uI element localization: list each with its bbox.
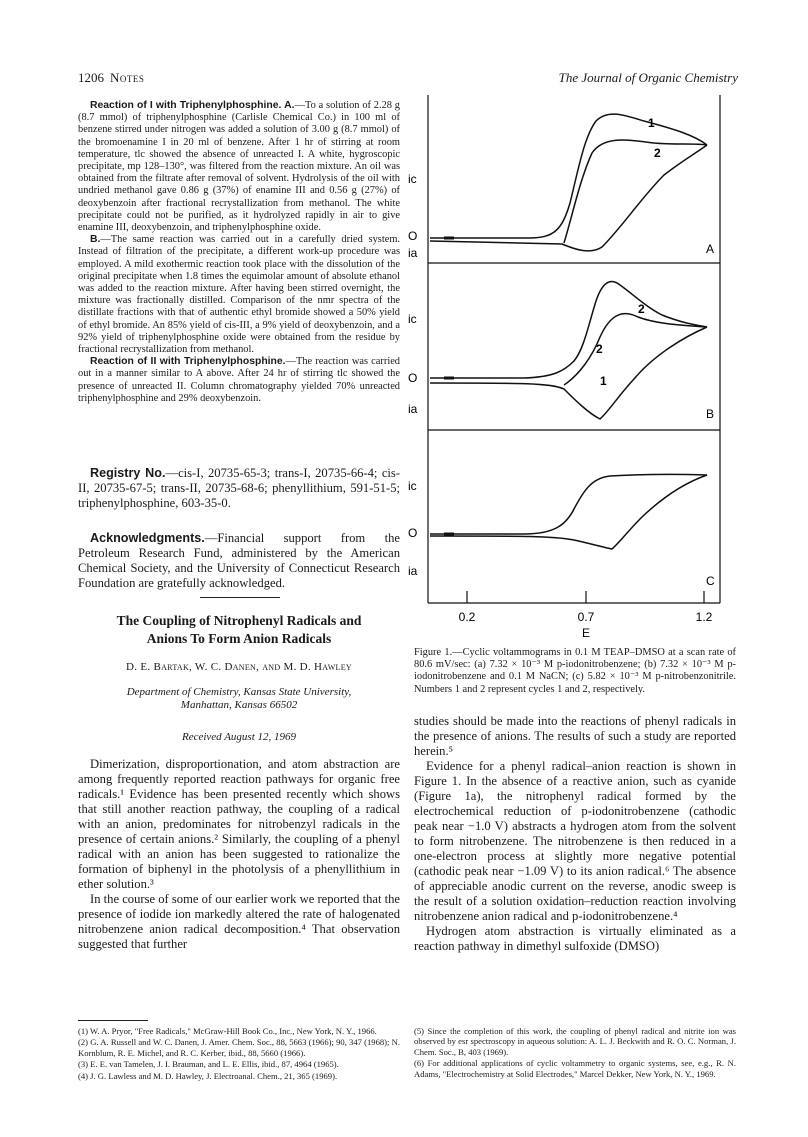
x-tick-label: 0.2: [458, 610, 476, 624]
experimental-paragraph-a: [78, 100, 400, 234]
y-label-anodic-c: ia: [408, 564, 418, 578]
panel-b-letter: B: [706, 407, 715, 421]
panel-b-cycle-2-curve: [564, 314, 707, 385]
footnote-rule-left: [78, 1020, 148, 1021]
registry-label: Registry No.: [90, 466, 166, 480]
footnote: (5) Since the completion of this work, the coupling of phenyl radical and nitrite ion was observed by esr spectroscopy in aqueous solution: A. L. J. Beckwith and R. O. C. Norman, J. Chem. Soc., B, 403 (1969).: [414, 1026, 736, 1057]
body-paragraph: In the course of some of our earlier work we reported that the presence of iodide ion markedly altered the rate of halogenated nitrobenzene anion radical decomposition.⁴ That observation suggested that further: [78, 892, 400, 951]
panel-a-curves: [430, 114, 707, 251]
label-b: B.: [90, 234, 101, 246]
article-title-line-1: The Coupling of Nitrophenyl Radicals and: [116, 613, 362, 628]
panel-a-letter: A: [706, 242, 715, 256]
article-body-left: [78, 757, 400, 952]
article-title: [78, 612, 400, 648]
label-a: A.: [284, 100, 295, 111]
subheading-reaction-ii: Reaction of II with Triphenylphosphine.: [90, 356, 286, 368]
body-paragraph: Dimerization, disproportionation, and atom abstraction are among frequently reported reaction pathways for organic free radicals.¹ Evidence has been presented recently which shows that still another reaction pathway, the coupling of a radical with an anion, predominates for nitrobenzyl radicals in the presence of certain anions.² Similarly, the coupling of a phenyl radical with an anion has been suggested to rationalize the formation of biphenyl in the photolysis of a phenyllithium in ether solution.³: [78, 757, 400, 891]
panel-b-label-2b: 2: [596, 342, 603, 356]
subheading-reaction-i: Reaction of I with Triphenylphosphine.: [90, 100, 282, 111]
panel-b-cycle-1-curve: [430, 282, 707, 378]
section-name: Notes: [110, 70, 145, 85]
section-divider: [200, 597, 280, 598]
y-label-cathodic-a: ic: [408, 172, 417, 186]
panel-c-return-curve: [430, 475, 707, 549]
figure-caption: Figure 1.—Cyclic voltammograms in 0.1 M TEAP–DMSO at a scan rate of 80.6 mV/sec: (a) 7.32 × 10⁻³ M p-iodonitrobenzene; (b) 7.32 × 10⁻³ M p-iodonitrobenzene and 0.1 M NaCN; (c) 5.82 × 10⁻³ M p-nitrobenzonitrile. Numbers 1 and 2 represent cycles 1 and 2, respectively.: [414, 647, 736, 695]
page-number: 1206: [78, 70, 104, 85]
panel-a-cycle-2-curve: [564, 140, 707, 243]
body-paragraph: studies should be made into the reactions of phenyl radicals in the presence of anions. The results of such a study are reported herein.⁵: [414, 714, 736, 758]
panel-a-label-2: 2: [654, 146, 661, 160]
paragraph-a-text: —To a solution of 2.28 g (8.7 mmol) of triphenylphosphine (Carlisle Chemical Co.) in 100 ml of benzene stirred under nitrogen was added a solution of 3.00 g (8.7 mmol) of the bromoenamine I in 20 ml of benzene. After 1 hr of stirring at room temperature, tlc showed the absence of unreacted I. A white, hygroscopic precipitate, mp 128–130°, was filtered from the reaction mixture. An oil was obtained from the filtrate after removal of solvent. Hydrolysis of the oil with undried methanol gave 0.86 g (37%) of enamine III and 0.56 g (27%) of deoxybenzoin after fractional recrystallization from methanol. The white precipitate could not be purified, as it hydrolyzed rapidly in air to give enamine III, deoxybenzoin, and triphenylphosphine oxide.: [78, 100, 400, 234]
paragraph-b-text: —The same reaction was carried out in a carefully dried system. Instead of filtration of the precipitate, a different work-up procedure was employed. A mild exothermic reaction took place with the dissolution of the original precipitate when 1.8 times the equimolar amount of absolute ethanol was added to the reaction mixture. After having been stirred overnight, the mixture was fractionally distilled. Comparison of the nmr spectra of the distillate fractions with that of authentic ethyl bromide showed a 50% yield of ethyl bromide. An 85% yield of cis-III, a 9% yield of deoxybenzoin, and a 92% yield of triphenylphosphine oxide were obtained from the residue by fractional recrystallization from methanol.: [78, 234, 400, 356]
registry-text: —cis-I, 20735-65-3; trans-I, 20735-66-4; cis-II, 20735-67-5; trans-II, 20735-68-6; phenyllithium, 591-51-5; triphenylphosphine, 603-35-0.: [78, 466, 401, 510]
affiliation: [78, 686, 400, 712]
registry-section: [78, 466, 400, 511]
footnote: (3) E. E. van Tamelen, J. I. Brauman, and L. E. Ellis, ibid., 87, 4964 (1965).: [78, 1059, 339, 1070]
y-label-anodic-b: ia: [408, 402, 418, 416]
y-label-cathodic-b: ic: [408, 312, 417, 326]
experimental-section: [78, 100, 400, 405]
x-tick-label: 0.7: [577, 610, 595, 624]
affiliation-line-2: Manhattan, Kansas 66502: [180, 699, 298, 711]
experimental-paragraph-ii: [78, 356, 400, 405]
footnote: (4) J. G. Lawless and M. D. Hawley, J. Electroanal. Chem., 21, 365 (1969).: [78, 1070, 338, 1081]
y-label-cathodic-c: ic: [408, 479, 417, 493]
footnote: (6) For additional applications of cyclic voltammetry to organic systems, see, e.g., R. N. Adams, "Electrochemistry at Solid Electrodes," Marcel Dekker, New York, N. Y., 1969.: [414, 1058, 736, 1079]
article-body-right: [414, 714, 736, 954]
panel-a-return-curve: [430, 145, 707, 251]
y-label-anodic-a: ia: [408, 246, 418, 260]
zero-label-a: O: [408, 229, 418, 243]
journal-name: The Journal of Organic Chemistry: [558, 70, 738, 85]
acknowledgments-section: [78, 531, 400, 591]
authors: D. E. Bartak, W. C. Danen, and M. D. Hawley: [126, 661, 352, 673]
affiliation-line-1: Department of Chemistry, Kansas State University,: [126, 686, 352, 698]
panel-c-forward-curve: [430, 474, 707, 534]
zero-label-b: O: [408, 371, 418, 385]
page-header-left: [78, 70, 144, 86]
cyclic-voltammogram-figure: [408, 95, 736, 640]
footnote: (2) G. A. Russell and W. C. Danen, J. Amer. Chem. Soc., 88, 5663 (1966); 90, 347 (1968); N. Kornblum, R. E. Michel, and R. C. Kerber, ibid., 88, 5660 (1966).: [78, 1037, 400, 1058]
panel-b-curves: [430, 282, 707, 419]
panel-a-cycle-1-curve: [430, 114, 707, 238]
body-paragraph: Evidence for a phenyl radical–anion reaction is shown in Figure 1. In the absence of a reactive anion, such as cyanide (Figure 1a), the nitrophenyl radical formed by the electrochemical reduction of p-iodonitrobenzene (cathodic peak near −1.0 V) abstracts a hydrogen atom from the solvent to form nitrobenzene. The nitrobenzene is then reduced in a one-electron process at slightly more negative potential (cathodic peak near −1.09 V) to its anion radical.⁶ The absence of appreciable anodic current on the reverse, anodic sweep is the result of a solution oxidation–reduction reaction involving nitrobenzene anion radical and p-iodonitrobenzene.⁴: [414, 759, 736, 923]
article-title-line-2: Anions To Form Anion Radicals: [146, 631, 332, 646]
x-tick-label: 1.2: [695, 610, 713, 624]
received-date: Received August 12, 1969: [181, 731, 297, 743]
paragraph-ii-text: —The reaction was carried out in a manner similar to A above. After 24 hr of stirring tlc showed the presence of unreacted II. Column chromatography yielded 70% unreacted triphenylphosphine and 29% deoxybenzoin.: [78, 356, 401, 404]
footnote: (1) W. A. Pryor, "Free Radicals," McGraw-Hill Book Co., Inc., New York, N. Y., 1966.: [78, 1026, 377, 1036]
footnotes-left: [78, 1026, 400, 1082]
panel-b-return-curve: [430, 327, 707, 419]
panel-b-label-1: 1: [600, 374, 607, 388]
zero-label-c: O: [408, 526, 418, 540]
acknowledgments-text: —Financial support from the Petroleum Research Fund, administered by the American Chemical Society, and the University of Connecticut Research Foundation are gratefully acknowledged.: [78, 531, 400, 590]
footnotes-right: [414, 1026, 736, 1080]
panel-b-label-2a: 2: [638, 302, 645, 316]
experimental-paragraph-b: [78, 234, 400, 356]
body-paragraph: Hydrogen atom abstraction is virtually eliminated as a reaction pathway in dimethyl sulfoxide (DMSO): [414, 924, 736, 953]
panel-c-letter: C: [706, 574, 715, 588]
acknowledgments-label: Acknowledgments.: [90, 531, 205, 545]
panel-c-curves: [430, 474, 707, 549]
x-axis-label: E: [581, 626, 591, 640]
panel-a-label-1: 1: [648, 116, 655, 130]
